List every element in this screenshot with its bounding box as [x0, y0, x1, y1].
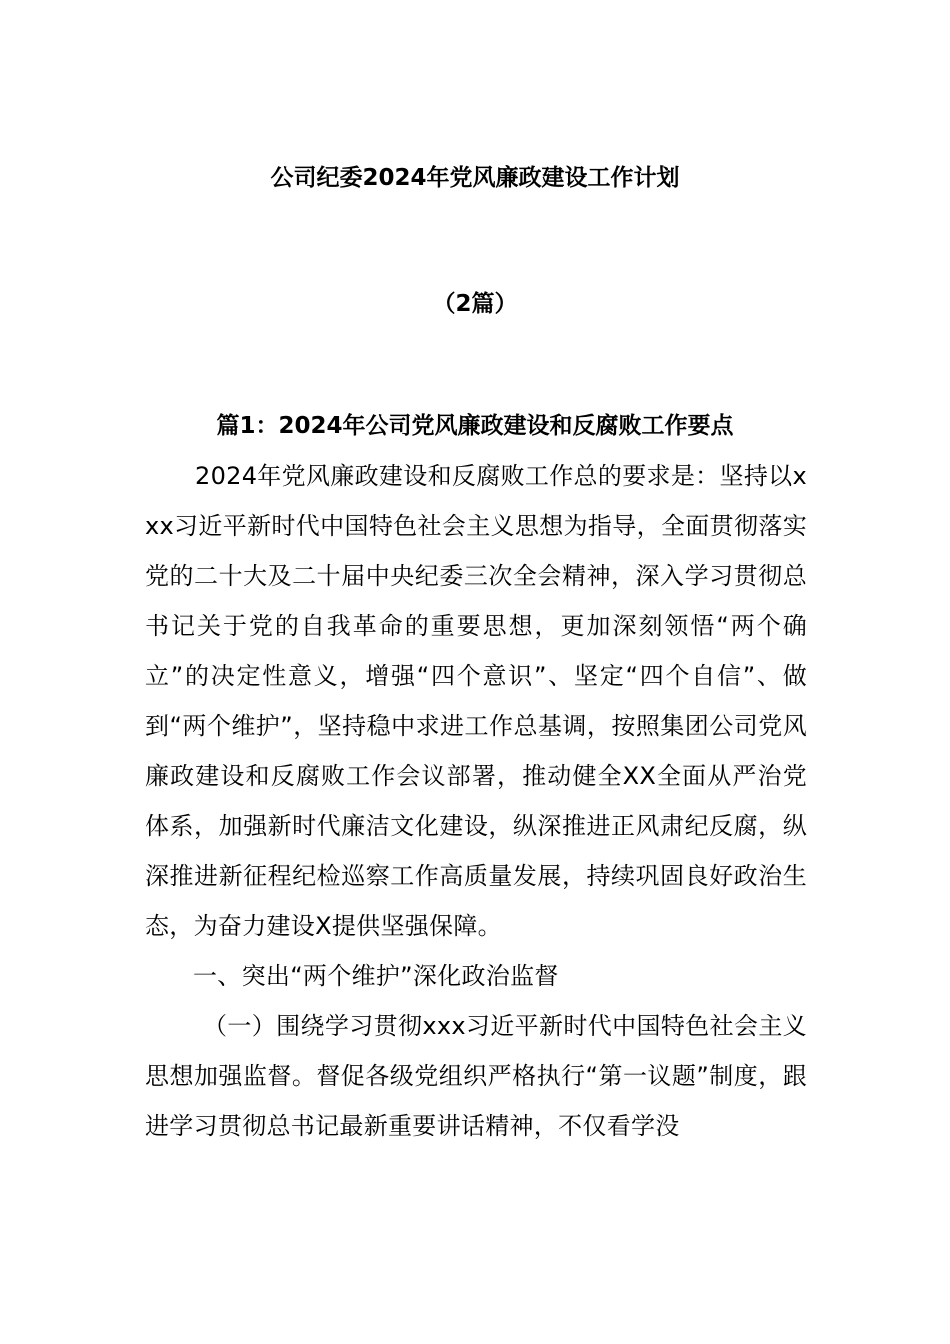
document-body: [145, 451, 807, 1151]
level2-paragraph: （一）围绕学习贯彻xxx习近平新时代中国特色社会主义思想加强监督。督促各级党组织严格执行“第一议题”制度，跟进学习贯彻总书记最新重要讲话精神，不仅看学没: [145, 1012, 807, 1140]
document-title: 公司纪委2024年党风廉政建设工作计划: [270, 165, 680, 191]
level1-heading: 一、突出“两个维护”深化政治监督: [193, 962, 559, 990]
section-heading: 篇1：2024年公司党风廉政建设和反腐败工作要点: [216, 413, 734, 439]
document-subtitle: （2篇）: [432, 291, 518, 317]
body-paragraph: 2024年党风廉政建设和反腐败工作总的要求是：坚持以xxx习近平新时代中国特色社会主义思想为指导，全面贯彻落实党的二十大及二十届中央纪委三次全会精神，深入学习贯彻总书记关于党的自我革命的重要思想，更加深刻领悟“两个确立”的决定性意义，增强“四个意识”、坚定“四个自信”、做到“两个维护”，坚持稳中求进工作总基调，按照集团公司党风廉政建设和反腐败工作会议部署，推动健全XX全面从严治党体系，加强新时代廉洁文化建设，纵深推进正风肃纪反腐，纵深推进新征程纪检巡察工作高质量发展，持续巩固良好政治生态，为奋力建设X提供坚强保障。: [145, 462, 807, 940]
